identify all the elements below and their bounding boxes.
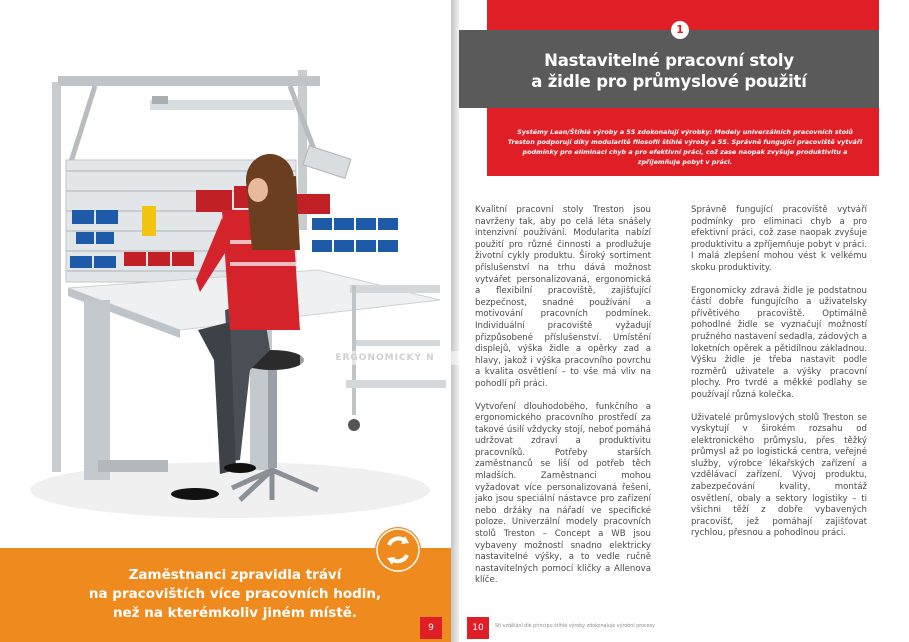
paragraph: Správně fungující pracoviště vytváří podmínky pro eliminaci chyb a pro efektivní práci, což zase naopak zvyšuje produktivitu a zpříjemňuje pobyt v práci. I malá zlepšení mohou vést k velkému skoku produktivity. — [691, 205, 867, 273]
left-page — [0, 0, 451, 642]
section-number-badge: 1 — [671, 21, 689, 39]
paragraph: Ergonomicky zdravá židle je podstatnou částí dobře fungujícího a uživatelsky přívětivého pracoviště. Optimálně pohodlné židle se vyznačují možností pružného nastavení sedadla, zádových a loketních opěrek a pětidílnou základnou. Výšku židle je třeba nastavit podle rozměrů uživatele a výšky pracovní plochy. Pro tvrdé a měkké podlahy se používají různá kolečka. — [691, 285, 867, 400]
title-line: Nastavitelné pracovní stoly — [544, 51, 794, 70]
right-page — [459, 0, 909, 642]
spine-fold — [451, 0, 459, 642]
footer-text: Stí vzdělání dle principu štíhlé výroby zdokonaluje výrobní procesy — [495, 624, 655, 629]
title-line: a židle pro průmyslové použití — [531, 72, 807, 91]
text-column-1 — [475, 205, 651, 598]
paragraph: Kvalitní pracovní stoly Treston jsou navrženy tak, aby po celá léta snášely intenzivní používání. Modularita nabízí použití pro různé činnosti a prodlužuje životní cykly produktu. Široký sortiment příslušenství na trhu dává možnost vytvářet personalizovaná, ergonomická a flexibilní pracoviště, zajišťující bezpečnost, snadné používání a motivování pracovních podmínek. Individuální pracoviště vyžadují přizpůsobené příslušenství. Umístění displejů, výška židle a opěrky zad a hlavy, jakož i výška pracovního povrchu a kvalita osvětlení – to vše má vliv na pohodlí při práci. — [475, 205, 651, 389]
paragraph: Vytvoření dlouhodobého, funkčního a ergonomického pracovního prostředí za takové úsilí vždycky stojí, neboť pomáhá udržovat zdraví a produktivitu pracovníků. Potřeby starších zaměstnanců se liší od potřeb těch mladších. Zaměstnanci mohou vyžadovat více personalizovaná řešení, jako jsou speciální nástavce pro zařízení nebo držáky na nářadí ve specifické poloze. Univerzální modely pracovních stolů Treston – Concept a WB jsou vybaveny možností snadno elektricky nastavitelné výšky, a to vedle ručně nastavitelných pomocí kličky a Allenova klíče. — [475, 401, 651, 586]
page-number-right: 10 — [467, 617, 489, 639]
text-column-2 — [691, 205, 867, 551]
callout-line: na pracovištích více pracovních hodin, — [88, 586, 382, 602]
intro-text: Systémy Lean/Štíhlé výroby a 5S zdokonalují výrobky: Modely univerzálních pracovních stolů Treston podporují díky modularitě filosofii štíhlé výroby a 5S. Správně fungující pracoviště vytváří podmínky pro eliminaci chyb a pro efektivní práci, což zase naopak zvyšuje produktivitu a zpříjemňuje pobyt v práci. — [507, 128, 863, 166]
workbench-photo — [0, 0, 451, 548]
paragraph: Uživatelé průmyslových stolů Treston se vyskytují v širokém rozsahu od elektronického průmyslu, přes těžký průmysl až po logistická centra, veřejné služby, výrobce lékařských zařízení a vzdělávací zařízení. Vývoj produktu, zabezpečování kvality, montáž osvětlení, obaly a sektory logistiky – ti všichni těží z dobře vybavených pracovišť, jež pomáhají zajišťovat rychlou, přesnou a pohodlnou práci. — [691, 412, 867, 539]
page-title — [459, 50, 879, 92]
callout-line: Zaměstnanci zpravidla tráví — [128, 567, 342, 583]
callout-line: než na kterémkoliv jiném místě. — [112, 605, 358, 621]
callout-quote — [70, 566, 400, 623]
watermark: ERGONOMICKÝ N — [300, 351, 470, 365]
page-number-left: 9 — [420, 617, 442, 639]
